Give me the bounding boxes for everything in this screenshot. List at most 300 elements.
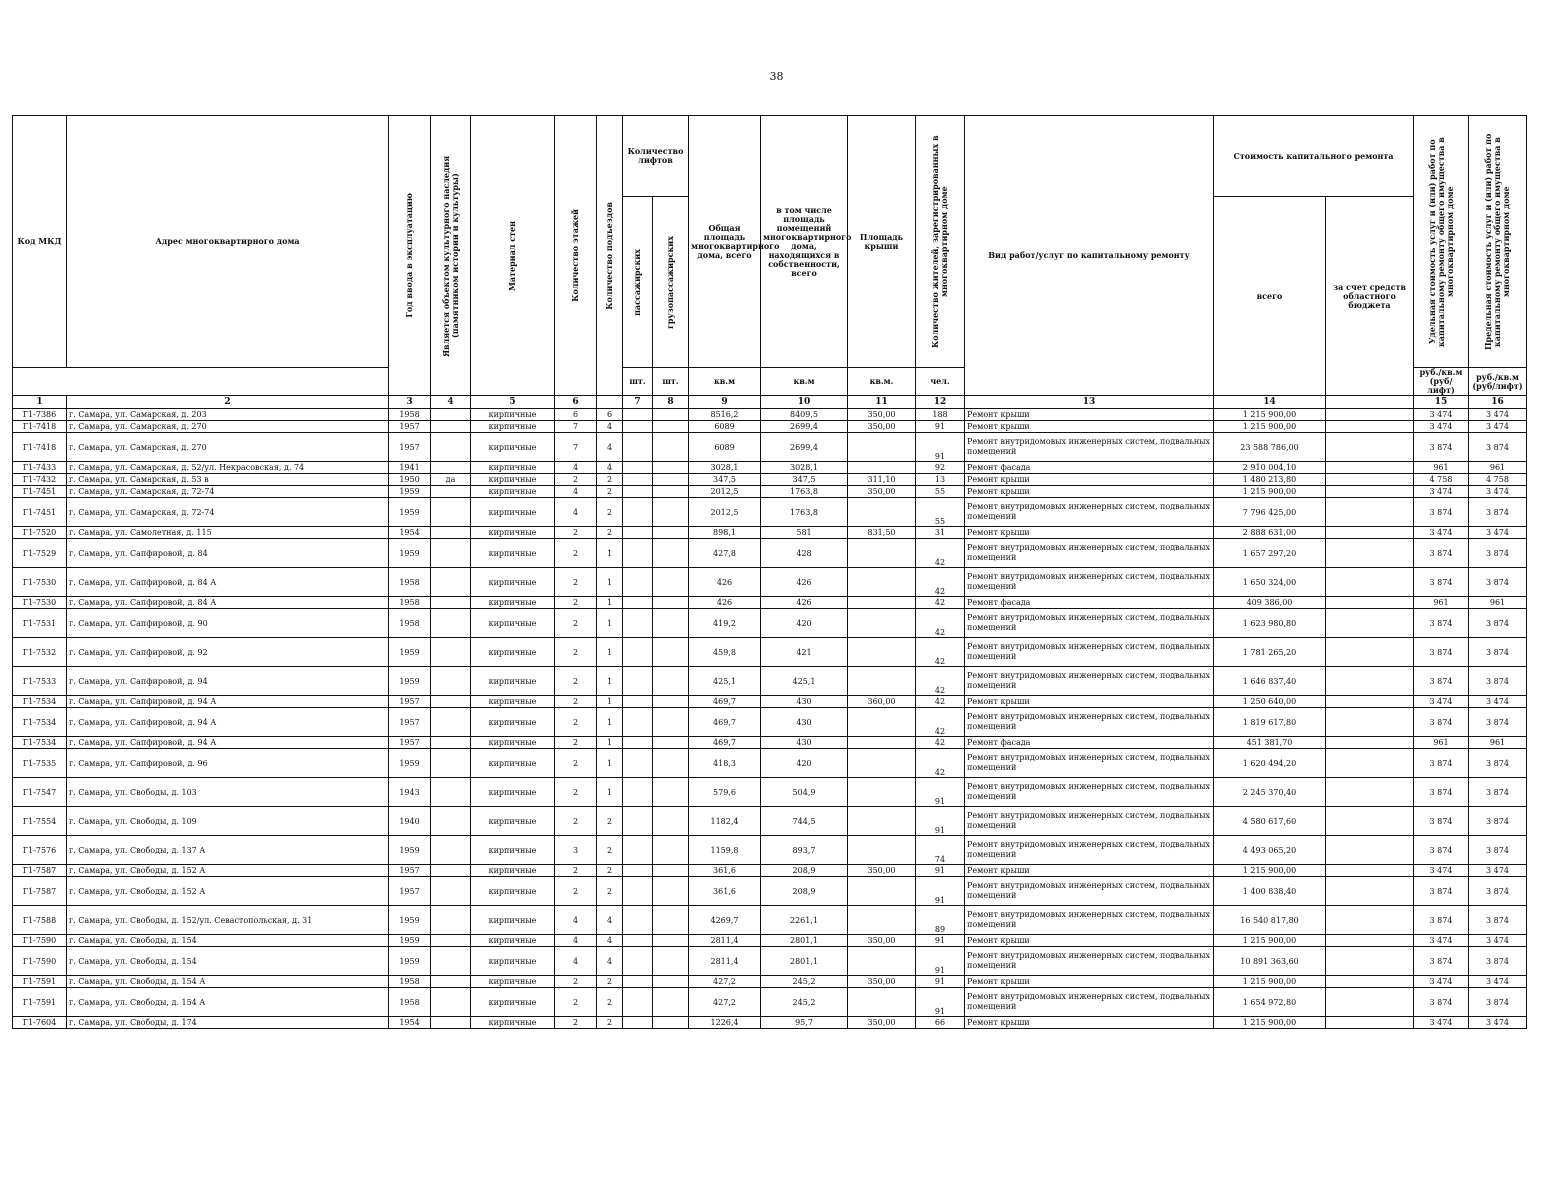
cell-code: Г1-7418: [13, 421, 67, 433]
cell-lift-passenger: [623, 935, 653, 947]
unit-spec1: руб./кв.м (руб/лифт): [1414, 368, 1469, 396]
cell-heritage: [431, 778, 471, 807]
cell-work: Ремонт фасада: [965, 462, 1214, 474]
cell-floors: 2: [555, 988, 597, 1017]
cell-lift-passenger: [623, 462, 653, 474]
cell-heritage: [431, 836, 471, 865]
cell-unit-cost: 3 874: [1414, 498, 1469, 527]
cell-people: 91: [916, 778, 965, 807]
cell-cost-regional: [1326, 409, 1414, 421]
cell-unit-cost: 3 874: [1414, 877, 1469, 906]
cell-code: Г1-7432: [13, 474, 67, 486]
cell-area: 426: [689, 597, 761, 609]
cell-people: 66: [916, 1017, 965, 1029]
cell-lift-passenger: [623, 737, 653, 749]
cell-address: г. Самара, ул. Свободы, д. 152/ул. Севастопольская, д. 31: [67, 906, 389, 935]
colnum: 10: [761, 396, 848, 409]
cell-area: 4269,7: [689, 906, 761, 935]
cell-lift-passenger: [623, 1017, 653, 1029]
cell-roof: 311,10: [848, 474, 916, 486]
cell-wall: кирпичные: [471, 947, 555, 976]
cell-people: 55: [916, 498, 965, 527]
table-row: [13, 421, 1527, 433]
cell-lift-passenger: [623, 708, 653, 737]
cell-cost-regional: [1326, 568, 1414, 597]
cell-lift-cargo: [653, 988, 689, 1017]
cell-cost-regional: [1326, 597, 1414, 609]
cell-year: 1959: [389, 749, 431, 778]
cell-year: 1941: [389, 462, 431, 474]
cell-area-own: 426: [761, 597, 848, 609]
cell-code: Г1-7534: [13, 737, 67, 749]
cell-unit-cost: 3 874: [1414, 638, 1469, 667]
header-unit-cost-text: Удельная стоимость услуг и (или) работ по капитальному ремонту общего имущества в многоквартирном доме: [1426, 136, 1455, 347]
header-cost-group: Стоимость капитального ремонта: [1214, 116, 1414, 197]
cell-area: 427,2: [689, 976, 761, 988]
cell-work: Ремонт внутридомовых инженерных систем, подвальных помещений: [965, 778, 1214, 807]
cell-people: 91: [916, 976, 965, 988]
table-row: [13, 778, 1527, 807]
cell-unit-cost: 3 874: [1414, 749, 1469, 778]
table-row: [13, 807, 1527, 836]
cell-work: Ремонт крыши: [965, 976, 1214, 988]
cell-heritage: [431, 935, 471, 947]
cell-entrances: 1: [597, 638, 623, 667]
cell-entrances: 2: [597, 836, 623, 865]
cell-roof: 831,50: [848, 527, 916, 539]
table-row: [13, 638, 1527, 667]
cell-cost-regional: [1326, 421, 1414, 433]
table-row: [13, 976, 1527, 988]
cell-code: Г1-7520: [13, 527, 67, 539]
cell-cost-regional: [1326, 778, 1414, 807]
cell-area-own: 744,5: [761, 807, 848, 836]
cell-work: Ремонт внутридомовых инженерных систем, подвальных помещений: [965, 498, 1214, 527]
cell-code: Г1-7532: [13, 638, 67, 667]
cell-area: 2811,4: [689, 935, 761, 947]
cell-entrances: 6: [597, 409, 623, 421]
cell-area: 469,7: [689, 737, 761, 749]
cell-address: г. Самара, ул. Свободы, д. 137 А: [67, 836, 389, 865]
cell-roof: 350,00: [848, 865, 916, 877]
cell-roof: 350,00: [848, 486, 916, 498]
cell-year: 1950: [389, 474, 431, 486]
cell-cost-regional: [1326, 877, 1414, 906]
unit-area2: кв.м: [761, 368, 848, 396]
cell-wall: кирпичные: [471, 409, 555, 421]
cell-heritage: [431, 749, 471, 778]
cell-area-own: 421: [761, 638, 848, 667]
cell-area-own: 430: [761, 737, 848, 749]
cell-work: Ремонт внутридомовых инженерных систем, подвальных помещений: [965, 568, 1214, 597]
cell-roof: [848, 807, 916, 836]
cell-address: г. Самара, ул. Свободы, д. 109: [67, 807, 389, 836]
cell-code: Г1-7534: [13, 708, 67, 737]
cell-area: 361,6: [689, 865, 761, 877]
cell-roof: [848, 462, 916, 474]
cell-wall: кирпичные: [471, 486, 555, 498]
cell-cost-total: 1 400 838,40: [1214, 877, 1326, 906]
cell-people: 91: [916, 433, 965, 462]
cell-area-own: 893,7: [761, 836, 848, 865]
cell-area: 427,8: [689, 539, 761, 568]
cell-work: Ремонт крыши: [965, 409, 1214, 421]
cell-cost-total: 2 888 631,00: [1214, 527, 1326, 539]
cell-cost-total: 2 910 004,10: [1214, 462, 1326, 474]
cell-unit-cost: 3 874: [1414, 906, 1469, 935]
cell-lift-passenger: [623, 865, 653, 877]
cell-lift-passenger: [623, 474, 653, 486]
cell-area-own: 420: [761, 749, 848, 778]
cell-work: Ремонт крыши: [965, 421, 1214, 433]
cell-unit-cost: 961: [1414, 737, 1469, 749]
cell-max-cost: 3 874: [1469, 708, 1527, 737]
cell-max-cost: 3 874: [1469, 498, 1527, 527]
cell-address: г. Самара, ул. Свободы, д. 103: [67, 778, 389, 807]
cell-people: 91: [916, 421, 965, 433]
cell-heritage: [431, 708, 471, 737]
cell-floors: 7: [555, 421, 597, 433]
cell-roof: 350,00: [848, 976, 916, 988]
cell-address: г. Самара, ул. Свободы, д. 154 А: [67, 988, 389, 1017]
cell-max-cost: 3 874: [1469, 778, 1527, 807]
cell-floors: 4: [555, 947, 597, 976]
cell-work: Ремонт внутридомовых инженерных систем, подвальных помещений: [965, 906, 1214, 935]
cell-heritage: [431, 696, 471, 708]
header-area-own: в том числе площадь помещений многоквартирного дома, находящихся в собственности, всего: [761, 116, 848, 368]
cell-area-own: 1763,8: [761, 486, 848, 498]
cell-cost-total: 4 580 617,60: [1214, 807, 1326, 836]
cell-unit-cost: 3 874: [1414, 667, 1469, 696]
cell-wall: кирпичные: [471, 778, 555, 807]
cell-lift-cargo: [653, 539, 689, 568]
cell-cost-total: 1 657 297,20: [1214, 539, 1326, 568]
cell-floors: 2: [555, 474, 597, 486]
cell-work: Ремонт внутридомовых инженерных систем, подвальных помещений: [965, 947, 1214, 976]
cell-heritage: [431, 568, 471, 597]
cell-people: 91: [916, 988, 965, 1017]
colnum: 6: [555, 396, 597, 409]
cell-cost-total: 1 215 900,00: [1214, 409, 1326, 421]
cell-lift-passenger: [623, 539, 653, 568]
colnum: 4: [431, 396, 471, 409]
cell-area: 418,3: [689, 749, 761, 778]
cell-wall: кирпичные: [471, 865, 555, 877]
cell-lift-cargo: [653, 433, 689, 462]
cell-lift-cargo: [653, 667, 689, 696]
cell-area: 3028,1: [689, 462, 761, 474]
cell-wall: кирпичные: [471, 568, 555, 597]
unit-lift1: шт.: [623, 368, 653, 396]
header-people: [916, 116, 965, 368]
cell-cost-total: 451 381,70: [1214, 737, 1326, 749]
cell-cost-regional: [1326, 474, 1414, 486]
cell-lift-cargo: [653, 462, 689, 474]
header-year-text: Год ввода в эксплуатацию: [404, 193, 414, 318]
cell-roof: 350,00: [848, 1017, 916, 1029]
cell-year: 1958: [389, 988, 431, 1017]
cell-area: 898,1: [689, 527, 761, 539]
cell-floors: 6: [555, 409, 597, 421]
cell-area-own: 428: [761, 539, 848, 568]
cell-lift-cargo: [653, 865, 689, 877]
cell-area-own: 2261,1: [761, 906, 848, 935]
colnum: 16: [1469, 396, 1527, 409]
cell-max-cost: 3 874: [1469, 638, 1527, 667]
cell-code: Г1-7531: [13, 609, 67, 638]
cell-area: 459,8: [689, 638, 761, 667]
cell-entrances: 2: [597, 807, 623, 836]
cell-entrances: 2: [597, 988, 623, 1017]
cell-unit-cost: 3 474: [1414, 486, 1469, 498]
cell-code: Г1-7576: [13, 836, 67, 865]
cell-year: 1958: [389, 597, 431, 609]
cell-max-cost: 3 874: [1469, 568, 1527, 597]
cell-year: 1940: [389, 807, 431, 836]
cell-wall: кирпичные: [471, 976, 555, 988]
cell-heritage: [431, 877, 471, 906]
header-max-cost-text: Предельная стоимость услуг и (или) работ по капитальному ремонту общего имущества в многоквартирном доме: [1483, 133, 1511, 350]
cell-year: 1958: [389, 409, 431, 421]
cell-floors: 2: [555, 667, 597, 696]
unit-spec2: руб./кв.м (руб/лифт): [1469, 368, 1527, 396]
cell-entrances: 1: [597, 696, 623, 708]
cell-year: 1957: [389, 421, 431, 433]
cell-heritage: [431, 539, 471, 568]
cell-people: 42: [916, 597, 965, 609]
cell-cost-regional: [1326, 527, 1414, 539]
cell-address: г. Самара, ул. Сапфировой, д. 94: [67, 667, 389, 696]
cell-heritage: [431, 865, 471, 877]
cell-people: 31: [916, 527, 965, 539]
cell-area-own: 2801,1: [761, 947, 848, 976]
cell-area: 426: [689, 568, 761, 597]
header-floors-text: Количество этажей: [570, 209, 580, 302]
cell-max-cost: 3 874: [1469, 836, 1527, 865]
cell-people: 42: [916, 568, 965, 597]
table-row: [13, 696, 1527, 708]
cell-entrances: 2: [597, 527, 623, 539]
cell-year: 1957: [389, 877, 431, 906]
cell-entrances: 1: [597, 597, 623, 609]
cell-year: 1954: [389, 1017, 431, 1029]
cell-heritage: [431, 988, 471, 1017]
cell-floors: 2: [555, 527, 597, 539]
cell-heritage: [431, 486, 471, 498]
cell-wall: кирпичные: [471, 609, 555, 638]
cell-wall: кирпичные: [471, 539, 555, 568]
cell-area: 469,7: [689, 708, 761, 737]
cell-cost-total: 1 819 617,80: [1214, 708, 1326, 737]
cell-area-own: 430: [761, 708, 848, 737]
cell-entrances: 2: [597, 498, 623, 527]
cell-cost-regional: [1326, 749, 1414, 778]
cell-address: г. Самара, ул. Самарская, д. 270: [67, 433, 389, 462]
cell-cost-total: 1 654 972,80: [1214, 988, 1326, 1017]
cell-wall: кирпичные: [471, 421, 555, 433]
cell-people: 55: [916, 486, 965, 498]
cell-roof: [848, 498, 916, 527]
cell-code: Г1-7530: [13, 597, 67, 609]
table-row: [13, 935, 1527, 947]
cell-people: 13: [916, 474, 965, 486]
cell-wall: кирпичные: [471, 638, 555, 667]
cell-year: 1959: [389, 836, 431, 865]
table-row: [13, 906, 1527, 935]
cell-people: 91: [916, 865, 965, 877]
cell-roof: [848, 667, 916, 696]
cell-floors: 2: [555, 807, 597, 836]
cell-floors: 3: [555, 836, 597, 865]
cell-wall: кирпичные: [471, 749, 555, 778]
cell-cost-total: 1 781 265,20: [1214, 638, 1326, 667]
cell-entrances: 1: [597, 737, 623, 749]
unit-area1: кв.м: [689, 368, 761, 396]
cell-floors: 2: [555, 778, 597, 807]
cell-work: Ремонт крыши: [965, 527, 1214, 539]
cell-year: 1957: [389, 865, 431, 877]
cell-address: г. Самара, ул. Сапфировой, д. 84: [67, 539, 389, 568]
cell-floors: 4: [555, 462, 597, 474]
cell-lift-passenger: [623, 667, 653, 696]
cell-cost-total: 1 646 837,40: [1214, 667, 1326, 696]
cell-work: Ремонт крыши: [965, 486, 1214, 498]
cell-area: 1226,4: [689, 1017, 761, 1029]
cell-area: 1159,8: [689, 836, 761, 865]
cell-unit-cost: 3 874: [1414, 947, 1469, 976]
cell-max-cost: 3 474: [1469, 865, 1527, 877]
cell-max-cost: 961: [1469, 597, 1527, 609]
table-body: [13, 409, 1527, 1029]
cell-lift-passenger: [623, 609, 653, 638]
cell-code: Г1-7587: [13, 865, 67, 877]
cell-cost-total: 16 540 817,80: [1214, 906, 1326, 935]
header-roof: Площадь крыши: [848, 116, 916, 368]
cell-lift-cargo: [653, 638, 689, 667]
cell-area-own: 581: [761, 527, 848, 539]
table-row: [13, 947, 1527, 976]
cell-area: 579,6: [689, 778, 761, 807]
cell-address: г. Самара, ул. Свободы, д. 154 А: [67, 976, 389, 988]
cell-people: 188: [916, 409, 965, 421]
cell-lift-cargo: [653, 836, 689, 865]
table-row: [13, 667, 1527, 696]
cell-cost-regional: [1326, 486, 1414, 498]
cell-wall: кирпичные: [471, 906, 555, 935]
header-floors: [555, 116, 597, 396]
cell-cost-total: 4 493 065,20: [1214, 836, 1326, 865]
cell-entrances: 2: [597, 865, 623, 877]
cell-max-cost: 3 874: [1469, 807, 1527, 836]
header-lift-passenger-text: пассажирских: [632, 248, 642, 316]
cell-work: Ремонт фасада: [965, 737, 1214, 749]
cell-people: 42: [916, 667, 965, 696]
cell-area-own: 208,9: [761, 865, 848, 877]
cell-cost-regional: [1326, 1017, 1414, 1029]
cell-max-cost: 3 474: [1469, 976, 1527, 988]
table-row: [13, 539, 1527, 568]
colnum: 13: [965, 396, 1214, 409]
cell-lift-cargo: [653, 597, 689, 609]
cell-lift-cargo: [653, 474, 689, 486]
cell-roof: [848, 778, 916, 807]
cell-heritage: [431, 609, 471, 638]
cell-heritage: [431, 409, 471, 421]
cell-entrances: 4: [597, 935, 623, 947]
cell-cost-regional: [1326, 865, 1414, 877]
cell-people: 42: [916, 749, 965, 778]
cell-area-own: 3028,1: [761, 462, 848, 474]
cell-entrances: 2: [597, 1017, 623, 1029]
cell-roof: [848, 597, 916, 609]
cell-lift-cargo: [653, 696, 689, 708]
cell-wall: кирпичные: [471, 988, 555, 1017]
cell-cost-regional: [1326, 433, 1414, 462]
cell-roof: [848, 947, 916, 976]
cell-max-cost: 3 474: [1469, 935, 1527, 947]
cell-entrances: 4: [597, 906, 623, 935]
cell-entrances: 4: [597, 421, 623, 433]
cell-heritage: [431, 947, 471, 976]
header-entrances-text: Количество подъездов: [604, 201, 614, 310]
cell-lift-cargo: [653, 947, 689, 976]
cell-entrances: 4: [597, 433, 623, 462]
cell-lift-cargo: [653, 527, 689, 539]
cell-year: 1958: [389, 609, 431, 638]
cell-max-cost: 3 874: [1469, 433, 1527, 462]
cell-max-cost: 3 874: [1469, 988, 1527, 1017]
cell-year: 1957: [389, 433, 431, 462]
cell-area: 8516,2: [689, 409, 761, 421]
cell-area-own: 245,2: [761, 976, 848, 988]
cell-lift-passenger: [623, 947, 653, 976]
cell-floors: 2: [555, 539, 597, 568]
cell-year: 1959: [389, 935, 431, 947]
header-unit-cost: [1414, 116, 1469, 368]
cell-lift-passenger: [623, 433, 653, 462]
cell-people: 91: [916, 947, 965, 976]
cell-entrances: 1: [597, 749, 623, 778]
cell-cost-total: 1 215 900,00: [1214, 486, 1326, 498]
cell-cost-regional: [1326, 807, 1414, 836]
cell-wall: кирпичные: [471, 935, 555, 947]
table-row: [13, 474, 1527, 486]
cell-cost-total: 1 215 900,00: [1214, 1017, 1326, 1029]
cell-cost-regional: [1326, 935, 1414, 947]
cell-cost-regional: [1326, 462, 1414, 474]
cell-unit-cost: 3 874: [1414, 708, 1469, 737]
cell-address: г. Самара, ул. Самарская, д. 72-74: [67, 498, 389, 527]
cell-work: Ремонт внутридомовых инженерных систем, подвальных помещений: [965, 638, 1214, 667]
cell-entrances: 2: [597, 976, 623, 988]
cell-heritage: [431, 638, 471, 667]
cell-max-cost: 3 874: [1469, 947, 1527, 976]
table-row: [13, 498, 1527, 527]
cell-wall: кирпичные: [471, 433, 555, 462]
cell-lift-cargo: [653, 568, 689, 597]
cell-area-own: 420: [761, 609, 848, 638]
cell-lift-passenger: [623, 877, 653, 906]
cell-area: 361,6: [689, 877, 761, 906]
cell-heritage: [431, 433, 471, 462]
cell-lift-cargo: [653, 708, 689, 737]
cell-code: Г1-7590: [13, 947, 67, 976]
cell-work: Ремонт крыши: [965, 474, 1214, 486]
cell-cost-regional: [1326, 609, 1414, 638]
cell-max-cost: 3 874: [1469, 906, 1527, 935]
table-row: [13, 1017, 1527, 1029]
cell-address: г. Самара, ул. Самарская, д. 72-74: [67, 486, 389, 498]
